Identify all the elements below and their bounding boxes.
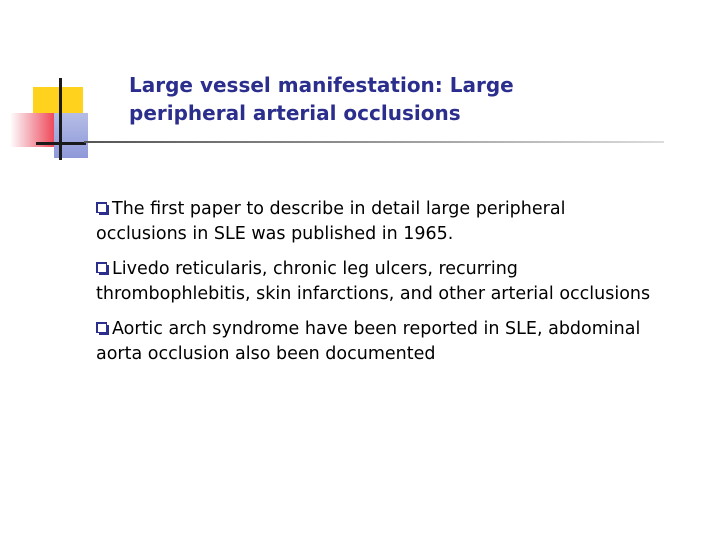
checkbox-square-icon (96, 262, 109, 275)
checkbox-square-icon (96, 202, 109, 215)
bullet-item (96, 317, 656, 366)
bullet-item (96, 197, 656, 246)
slide-title: Large vessel manifestation: Large peripheral arterial occlusions (129, 73, 514, 125)
bullet-item (96, 257, 656, 306)
checkbox-square-icon (96, 322, 109, 335)
bullet-text: Livedo reticularis, chronic leg ulcers, recurring thrombophlebitis, skin infarctions, and other arterial occlusions (96, 259, 651, 304)
title-underline-divider (84, 141, 664, 143)
bullet-text: Aortic arch syndrome have been reported in SLE, abdominal aorta occlusion also been documented (96, 319, 641, 364)
bullet-list (96, 197, 656, 377)
decorative-horizontal-line (36, 142, 86, 145)
decorative-vertical-line (59, 78, 62, 160)
bullet-text: The first paper to describe in detail large peripheral occlusions in SLE was published in 1965. (96, 199, 566, 244)
